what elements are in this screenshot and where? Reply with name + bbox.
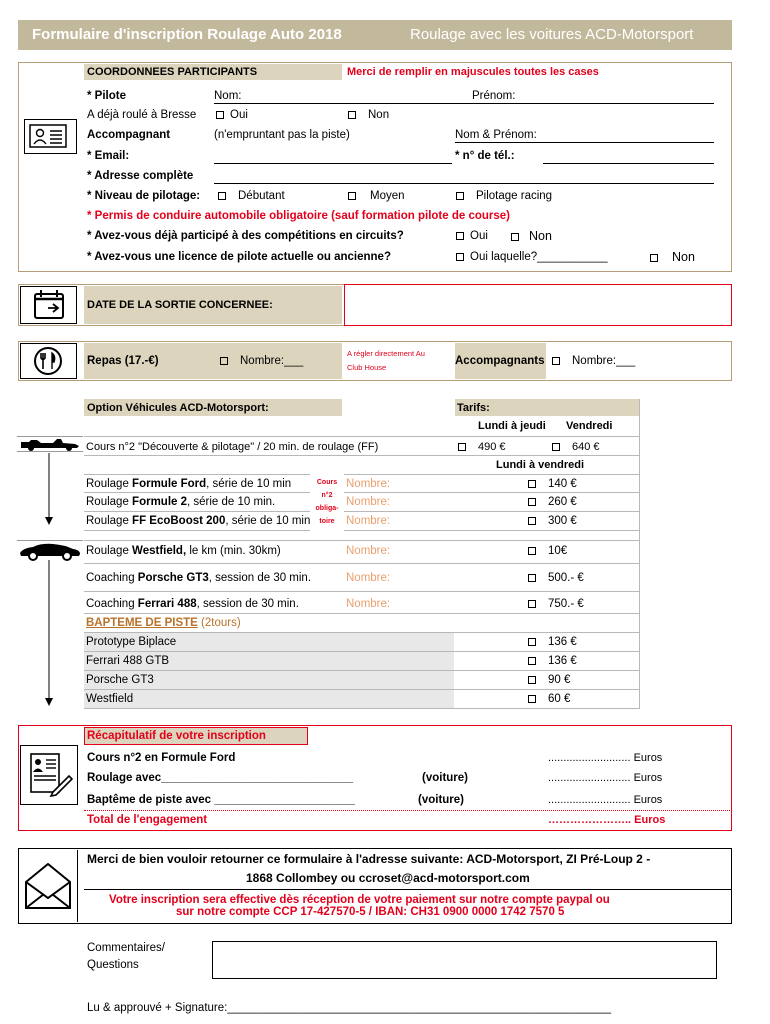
repas-note-2: Club House [347,363,387,372]
licence-label: * Avez-vous une licence de pilote actuelle ou ancienne? [87,251,391,263]
permis-note: * Permis de conduire automobile obligatoire (sauf formation pilote de course) [87,210,511,222]
nom-label: Nom: [214,90,242,102]
adresse-label: * Adresse complète [87,170,194,182]
repas-note-1: A régler directement Au [347,349,425,358]
signature-line[interactable]: Lu & approuvé + Signature:____________________________________________________________ [87,1002,612,1014]
nom-prenom-label: Nom & Prénom: [455,129,537,141]
repas-accompagnants-nombre[interactable]: Nombre:___ [552,354,635,368]
niveau-moyen[interactable]: Moyen [348,189,405,203]
participants-note: Merci de remplir en majuscules toutes les cases [347,66,599,78]
checkbox[interactable] [456,253,464,261]
comments-input[interactable] [212,941,717,979]
checkbox[interactable] [348,192,356,200]
cours-obligatoire-badge [310,474,344,531]
bapteme-price[interactable]: 60 € [528,692,570,706]
recap-bapteme-voiture: (voiture) [418,794,464,806]
checkbox[interactable] [528,600,536,608]
adresse-field[interactable] [214,183,714,184]
repas-nombre[interactable]: Nombre:___ [220,354,303,368]
form-subtitle: Roulage avec les voitures ACD-Motorsport [410,26,694,43]
repas-label: Repas (17.-€) [87,355,159,367]
recap-total: Total de l'engagement [87,814,208,826]
bapteme-row-porsche [84,671,640,690]
repas-accompagnants: Accompagnants [455,355,545,367]
accompagnant-underline[interactable] [455,142,714,143]
recap-bapteme[interactable]: Baptême de piste avec ______________________ [87,794,355,806]
gt3-row [84,564,640,592]
checkbox[interactable] [220,357,228,365]
bapteme-row-ferrari [84,652,640,671]
accompagnant-label: Accompagnant [87,129,171,141]
prenom-label: Prénom: [472,90,516,102]
checkbox[interactable] [528,695,536,703]
ecoboost-price[interactable]: 300 € [528,514,577,528]
deja-roule-label: A déjà roulé à Bresse [87,109,197,121]
bapteme-heading: BAPTEME DE PISTE (2tours) [86,617,241,629]
options-heading: Option Véhicules ACD-Motorsport: [87,402,269,414]
recap-heading: Récapitulatif de votre inscription [87,730,266,742]
cours-obligatoire-1: Cours [316,479,338,486]
checkbox[interactable] [528,676,536,684]
checkbox[interactable] [528,638,536,646]
email-label: * Email: [87,150,130,162]
bapteme-price[interactable]: 136 € [528,635,577,649]
ecoboost-row [84,512,640,531]
niveau-label: * Niveau de pilotage: [87,190,201,202]
recap-cours-euros[interactable]: ........................... Euros [548,752,663,764]
checkbox[interactable] [458,443,466,451]
date-input[interactable] [344,284,732,326]
contact-card-icon [24,119,77,154]
deja-roule-oui[interactable]: Oui [216,108,248,122]
recap-cours: Cours n°2 en Formule Ford [87,752,236,764]
paiement-line2: sur notre compte CCP 17-427570-5 / IBAN: CH31 0900 0000 1742 7570 5 [176,906,565,918]
bapteme-row-prototype [84,633,640,652]
accompagnant-note: (n'empruntant pas la piste) [214,129,350,141]
bapteme-label: Porsche GT3 [86,674,154,686]
gt3-price[interactable]: 500.- € [528,571,584,585]
retour-line1: Merci de bien vouloir retourner ce formulaire à l'adresse suivante: ACD-Motorsport, ZI Pré-Loup 2 - [87,852,651,866]
down-arrow-icon [43,560,55,708]
col-lundi-vendredi: Lundi à vendredi [496,459,585,471]
ecoboost-label: Roulage FF EcoBoost 200, série de 10 min [86,515,310,527]
cours-obligatoire-3: obliga- [315,505,339,512]
ferrari-row [84,592,640,614]
email-field[interactable] [214,163,452,164]
down-arrow-icon [43,453,55,527]
bapteme-label: Prototype Biplace [86,636,177,648]
nombre-label[interactable]: Nombre: [346,545,391,557]
checkbox[interactable] [511,233,519,241]
nombre-label[interactable]: Nombre: [346,496,391,508]
cours2-vendredi[interactable]: 640 € [552,440,600,454]
recap-bapteme-euros[interactable]: ........................... Euros [548,794,663,806]
tarifs-label: Tarifs: [457,402,490,414]
date-label: DATE DE LA SORTIE CONCERNEE: [87,299,273,311]
cours2-row [84,436,640,456]
recap-total-euros[interactable]: ………………….. Euros [548,814,666,826]
comments-label-1: Commentaires/ [87,942,165,954]
westfield-row [84,540,640,564]
col-vendredi: Vendredi [566,420,613,432]
paiement-line1: Votre inscription sera effective dès réception de votre paiement sur notre compte paypal ou [109,894,610,906]
cours2-jeudi[interactable]: 490 € [458,440,506,454]
niveau-debutant[interactable]: Débutant [218,189,285,203]
nombre-label[interactable]: Nombre: [346,478,391,490]
checkbox[interactable] [528,547,536,555]
calendar-icon [20,286,77,324]
checkbox[interactable] [552,443,560,451]
recap-roulage-voiture: (voiture) [422,772,468,784]
checkbox[interactable] [528,574,536,582]
recap-total-divider [84,810,732,811]
nombre-label[interactable]: Nombre: [346,572,391,584]
bapteme-label: Ferrari 488 GTB [86,655,170,667]
pilote-underline[interactable] [214,103,714,104]
deja-roule-non[interactable]: Non [348,108,389,122]
participants-heading: COORDONNEES PARTICIPANTS [87,66,258,78]
westfield-label: Roulage Westfield, le km (min. 30km) [86,545,281,557]
checkbox[interactable] [528,657,536,665]
bapteme-price[interactable]: 90 € [528,673,570,687]
formula-car-icon [17,436,83,452]
ferrari-label: Coaching Ferrari 488, session de 30 min. [86,598,299,610]
cours-obligatoire-4: toire [319,518,335,525]
document-pen-icon [20,745,78,805]
niveau-racing[interactable]: Pilotage racing [456,189,552,203]
checkbox[interactable] [528,498,536,506]
licence-oui[interactable]: Oui laquelle?___________ [456,250,607,264]
checkbox[interactable] [552,357,560,365]
licence-non[interactable]: Non [650,250,695,264]
bapteme-heading-row [84,614,640,633]
checkbox[interactable] [216,111,224,119]
comments-label-2: Questions [87,959,139,971]
tel-label: * n° de tél.: [455,150,515,162]
competitions-non[interactable]: Non [511,229,552,243]
recap-roulage-euros[interactable]: ........................... Euros [548,772,663,784]
bapteme-row-westfield [84,690,640,709]
westfield-price[interactable]: 10€ [528,544,567,558]
competitions-oui[interactable]: Oui [456,229,488,243]
envelope-icon [20,850,78,922]
checkbox[interactable] [650,254,658,262]
tel-field[interactable] [543,163,714,164]
retour-divider [84,889,732,890]
formule-2-price[interactable]: 260 € [528,495,577,509]
pilote-label: * Pilote [87,90,126,102]
bapteme-label: Westfield [86,693,134,705]
formule-ford-label: Roulage Formule Ford, série de 10 min [86,478,292,490]
checkbox[interactable] [348,111,356,119]
retour-line2: 1868 Collombey ou ccroset@acd-motorsport.com [246,871,530,885]
meal-icon [20,343,77,379]
recap-roulage[interactable]: Roulage avec______________________________ [87,772,354,784]
form-header [18,20,732,50]
checkbox[interactable] [528,480,536,488]
gt3-label: Coaching Porsche GT3, session de 30 min. [86,572,312,584]
nombre-label[interactable]: Nombre: [346,515,391,527]
formule-2-row [84,493,640,512]
checkbox[interactable] [528,517,536,525]
formule-ford-row [84,474,640,493]
cours-obligatoire-2: n°2 [321,492,333,499]
checkbox[interactable] [456,192,464,200]
ferrari-price[interactable]: 750.- € [528,597,584,611]
bapteme-price[interactable]: 136 € [528,654,577,668]
checkbox[interactable] [218,192,226,200]
cours2-label: Cours n°2 "Découverte & pilotage" / 20 min. de roulage (FF) [86,441,379,453]
formule-ford-price[interactable]: 140 € [528,477,577,491]
col-jeudi: Lundi à jeudi [478,420,546,432]
checkbox[interactable] [456,232,464,240]
nombre-label[interactable]: Nombre: [346,598,391,610]
competitions-label: * Avez-vous déjà participé à des compétitions en circuits? [87,230,404,242]
form-title: Formulaire d'inscription Roulage Auto 2018 [32,26,342,43]
formule-2-label: Roulage Formule 2, série de 10 min. [86,496,276,508]
